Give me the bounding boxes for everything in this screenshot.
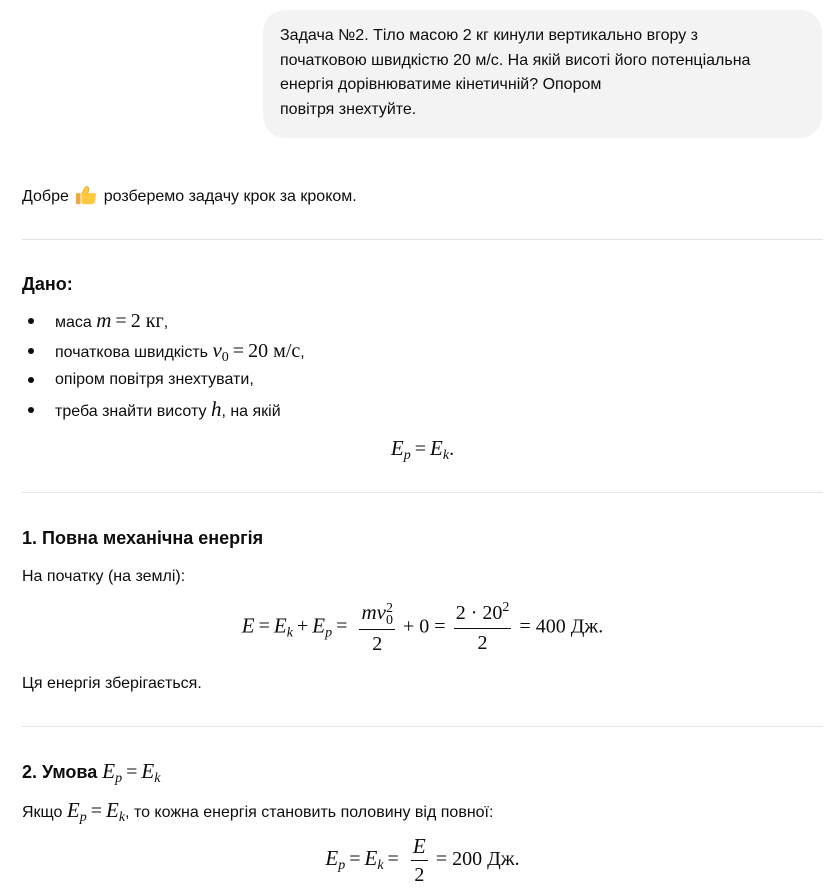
heading-text: 2. Умова (22, 762, 98, 782)
math-var: E (66, 798, 80, 822)
math-op: + (296, 615, 309, 638)
user-message-line: енергія дорівнюватиме кінетичній? Опором (280, 76, 602, 93)
math-op: = (414, 438, 427, 460)
heading-math (102, 759, 161, 786)
list-item (22, 365, 305, 395)
math-number: 2 (477, 631, 488, 654)
math-var: E (273, 613, 287, 638)
user-message-bubble (263, 10, 822, 138)
item-text: опіром повітря знехтувати, (55, 371, 254, 388)
thumbs-up-icon (75, 185, 97, 205)
list-item (22, 336, 305, 366)
item-text: треба знайти висоту (55, 402, 207, 420)
fraction-kinetic (359, 600, 395, 656)
math-sub: k (154, 771, 161, 786)
math-var: m (96, 308, 112, 332)
section2-text (22, 799, 493, 824)
divider (22, 239, 823, 240)
math-var: E (241, 613, 255, 638)
intro-before: Добре (22, 188, 69, 205)
math-mass (96, 308, 164, 332)
math-var: E (412, 834, 426, 858)
math-plus-zero: + 0 = (403, 615, 446, 638)
intro-text (22, 185, 357, 208)
item-tail: , на якій (221, 402, 281, 420)
math-op: = (115, 310, 127, 332)
math-var: E (390, 436, 404, 460)
math-op: = (258, 615, 270, 638)
section2-heading (22, 759, 160, 785)
fraction-half (411, 834, 428, 887)
math-op: = (336, 615, 348, 638)
math-sub: k (286, 625, 293, 641)
math-sub: p (403, 448, 411, 463)
math-sub: 0 (221, 349, 229, 365)
math-var: E (325, 846, 339, 871)
math-var: E (106, 798, 119, 822)
math-number: 2 · 20 (455, 601, 503, 624)
equation-total-energy (22, 600, 823, 656)
math-var: E (141, 759, 155, 783)
user-message-line: повітря знехтуйте. (280, 100, 417, 118)
item-text: маса (55, 314, 92, 331)
math-sub: 0 (385, 612, 393, 628)
math-op: = (387, 848, 399, 871)
given-heading: Дано: (22, 274, 73, 294)
math-number: 2 (130, 310, 141, 332)
math-result: = 400 Дж. (519, 615, 604, 638)
math-sub: p (325, 625, 333, 641)
math-op: = (232, 339, 245, 362)
item-text: початкова швидкість (55, 343, 208, 361)
intro-after: розберемо задачу крок за кроком. (103, 188, 357, 205)
inline-math (66, 798, 126, 825)
math-sub: k (442, 448, 450, 463)
item-tail: , (163, 314, 169, 331)
divider (22, 726, 823, 727)
section1-text: На початку (на землі): (22, 568, 186, 585)
user-message-line: початковою швидкістю 20 м/с. На якій висоті його потенціальна (280, 51, 751, 69)
list-item (22, 306, 305, 336)
given-list (22, 306, 305, 424)
list-item (22, 395, 305, 425)
section1-heading: 1. Повна механічна енергія (22, 528, 264, 548)
math-number: 20 (248, 339, 269, 362)
math-unit: м/с (273, 339, 301, 362)
math-op: = (349, 848, 361, 871)
math-sub: k (118, 810, 126, 825)
section1-note: Ця енергія зберігається. (22, 675, 202, 692)
math-sup: 2 (502, 599, 510, 615)
math-velocity (212, 337, 301, 365)
math-sub: p (115, 771, 123, 786)
fraction-numeric (454, 601, 512, 655)
item-tail: , (300, 343, 305, 361)
equation-ep-ek (22, 436, 823, 461)
math-var: v (212, 337, 222, 362)
math-number: 2 (372, 632, 383, 655)
math-sub: k (377, 858, 384, 874)
bullet-dot (28, 407, 34, 413)
math-var: E (364, 846, 378, 871)
math-op: = (126, 761, 138, 783)
math-sub: p (79, 810, 87, 825)
equation-half-energy (22, 834, 823, 887)
math-var: h (210, 396, 222, 421)
text-before: Якщо (22, 804, 63, 821)
math-result: = 200 Дж. (435, 848, 520, 871)
divider (22, 492, 823, 493)
math-var: v (376, 600, 386, 624)
bullet-dot (28, 318, 34, 324)
math-unit: кг (145, 310, 164, 332)
user-message-line: Задача №2. Тіло масою 2 кг кинули вертикально вгору з (280, 27, 698, 44)
bullet-dot (28, 377, 34, 383)
math-var: E (430, 436, 443, 460)
math-var: E (102, 759, 116, 783)
math-number: 2 (414, 864, 425, 887)
math-var: m (361, 600, 377, 624)
math-sup: 2 (385, 600, 393, 616)
math-var: E (312, 613, 326, 638)
math-sub: p (338, 858, 346, 874)
math-punct: . (449, 438, 455, 460)
bullet-dot (28, 348, 34, 354)
text-after: , то кожна енергія становить половину від повної: (125, 804, 494, 821)
math-op: = (90, 800, 102, 822)
